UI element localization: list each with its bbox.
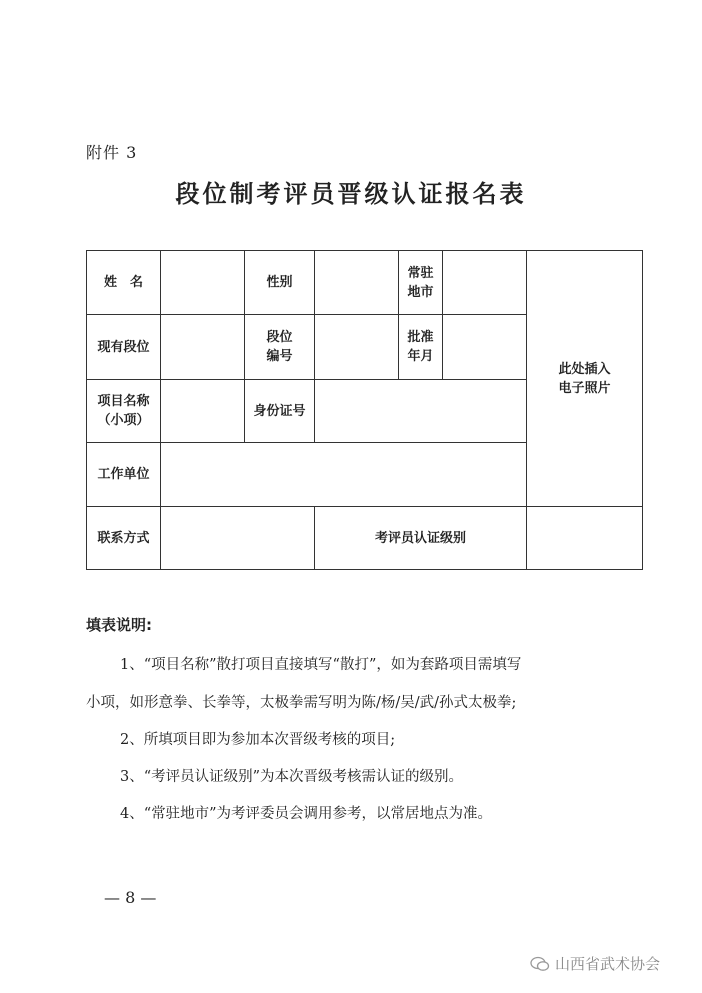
- watermark: [530, 953, 660, 974]
- event-label-line2: （小项）: [97, 413, 150, 428]
- attachment-label: 附件 3: [86, 143, 138, 162]
- residence-label: [399, 251, 443, 315]
- work-unit-field[interactable]: [161, 443, 527, 507]
- photo-placeholder[interactable]: [527, 251, 643, 507]
- rank-number-field[interactable]: [315, 315, 399, 380]
- approval-date-label: [399, 315, 443, 380]
- gender-field[interactable]: [315, 251, 399, 315]
- photo-label-line2: 电子照片: [558, 380, 611, 396]
- note-item-2: 2、所填项目即为参加本次晋级考核的项目;: [120, 732, 396, 748]
- rank-number-label-line2: 编号: [266, 349, 293, 364]
- page-title: 段位制考评员晋级认证报名表: [175, 179, 527, 208]
- approval-date-field[interactable]: [443, 315, 527, 380]
- residence-field[interactable]: [443, 251, 527, 315]
- page-number: — 8 —: [104, 888, 157, 907]
- contact-label: 联系方式: [87, 507, 161, 570]
- rank-number-label: [245, 315, 315, 380]
- id-number-label: 身份证号: [245, 380, 315, 443]
- wechat-icon: [530, 956, 550, 972]
- notes-heading: 填表说明:: [86, 616, 152, 634]
- name-label: 姓 名: [87, 251, 161, 315]
- work-unit-label: 工作单位: [87, 443, 161, 507]
- note-item-1-line-1: 1、“项目名称”散打项目直接填写“散打”，如为套路项目需填写: [120, 657, 522, 673]
- current-rank-field[interactable]: [161, 315, 245, 380]
- certification-level-field[interactable]: [527, 507, 643, 570]
- note-item-1-line-2: 小项，如形意拳、长拳等，太极拳需写明为陈/杨/吴/武/孙式太极拳;: [86, 695, 517, 711]
- residence-label-line1: 常驻: [407, 265, 434, 281]
- certification-level-label: 考评员认证级别: [315, 507, 527, 570]
- photo-label-line1: 此处插入: [558, 361, 611, 377]
- note-item-4: 4、“常驻地市”为考评委员会调用参考，以常居地点为准。: [120, 806, 493, 822]
- note-item-3: 3、“考评员认证级别”为本次晋级考核需认证的级别。: [120, 769, 464, 785]
- approval-label-line2: 年月: [407, 349, 434, 364]
- gender-label: 性别: [245, 251, 315, 315]
- event-name-field[interactable]: [161, 380, 245, 443]
- rank-number-label-line1: 段位: [266, 330, 293, 345]
- id-number-field[interactable]: [315, 380, 527, 443]
- registration-form: [86, 250, 643, 570]
- contact-field[interactable]: [161, 507, 315, 570]
- event-label-line1: 项目名称: [97, 394, 150, 409]
- name-field[interactable]: [161, 251, 245, 315]
- current-rank-label: 现有段位: [87, 315, 161, 380]
- approval-label-line1: 批准: [407, 330, 434, 345]
- event-name-label: [87, 380, 161, 443]
- watermark-text: 山西省武术协会: [555, 955, 661, 973]
- residence-label-line2: 地市: [407, 284, 434, 300]
